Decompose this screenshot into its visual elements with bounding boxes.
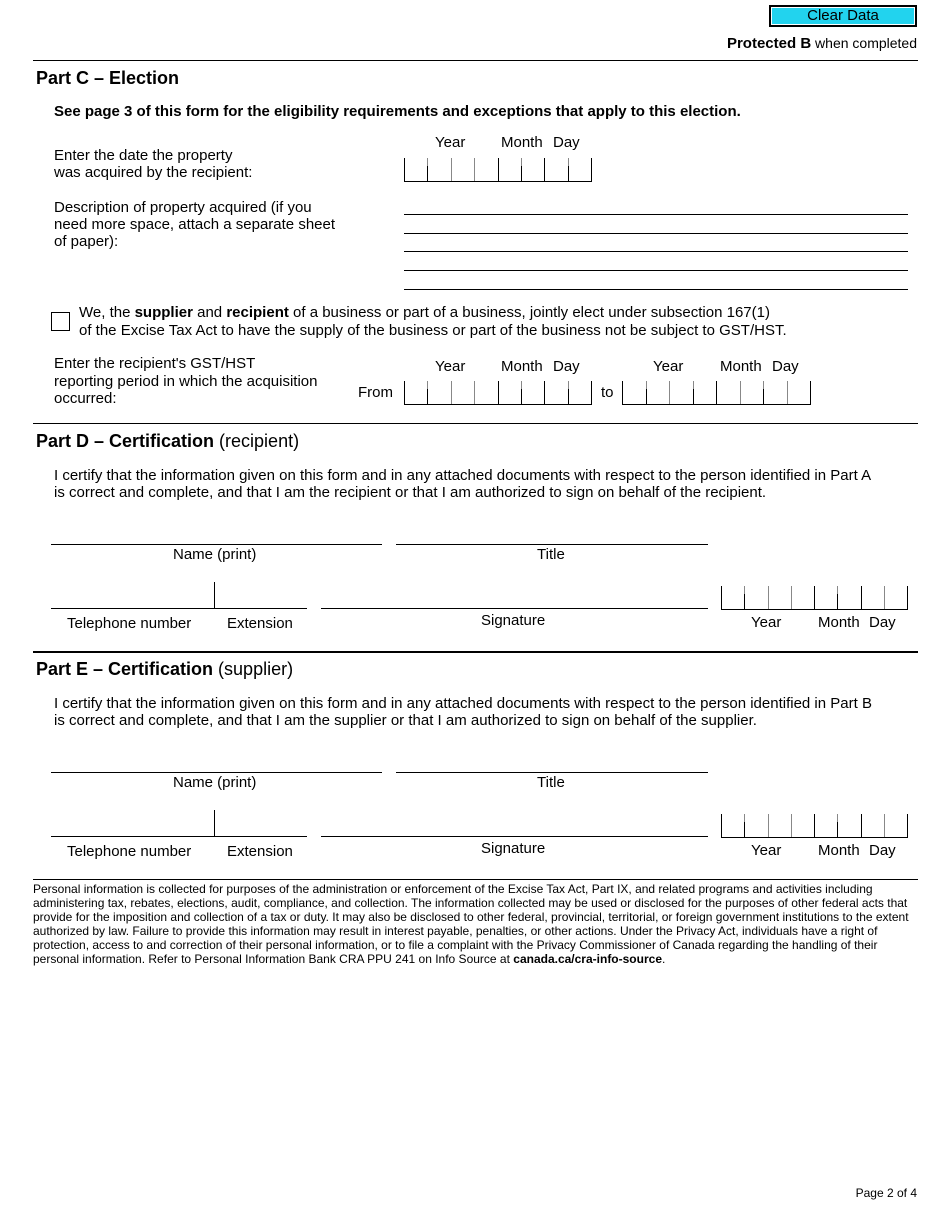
recipient-title-input[interactable] [396, 544, 708, 545]
period-label-2: reporting period in which the acquisition [54, 373, 318, 390]
supplier-name-input[interactable] [51, 772, 382, 773]
recipient-signature-input[interactable] [321, 608, 708, 609]
election-text-line-2: of the Excise Tax Act to have the supply of the business or part of the business not be subject to GST/HST. [79, 322, 787, 339]
election-text-line-1: We, the supplier and recipient of a business or part of a business, jointly elect under subsection 167(1) [79, 304, 770, 321]
recipient-date-month-label: Month [818, 614, 860, 631]
supplier-date-month-label: Month [818, 842, 860, 859]
part-d-cert-line-2: is correct and complete, and that I am the recipient or that I am authorized to sign on behalf of the recipient. [54, 484, 767, 501]
period-label-1: Enter the recipient's GST/HST [54, 355, 256, 372]
protected-suffix: when completed [811, 35, 917, 51]
supplier-signature-input[interactable] [321, 836, 708, 837]
part-d-title: Part D – Certification (recipient) [36, 431, 300, 451]
supplier-extension-label: Extension [227, 843, 293, 860]
period-label-3: occurred: [54, 390, 117, 407]
supplier-name-label: Name (print) [173, 774, 257, 791]
part-c-title: Part C – Election [36, 68, 180, 88]
from-label: From [358, 384, 393, 401]
part-c-intro: See page 3 of this form for the eligibility requirements and exceptions that apply to this election. [54, 103, 741, 120]
date-month-label: Month [501, 134, 543, 151]
acquired-date-label-2: was acquired by the recipient: [54, 164, 253, 181]
description-line-2[interactable] [404, 233, 908, 234]
recipient-signature-label: Signature [481, 612, 546, 629]
supplier-signature-date-input[interactable] [721, 814, 908, 838]
divider [33, 651, 918, 653]
page-number: Page 2 of 4 [855, 1186, 917, 1200]
part-e-cert-line-2: is correct and complete, and that I am the supplier or that I am authorized to sign on behalf of the supplier. [54, 712, 757, 729]
part-e-title: Part E – Certification (supplier) [36, 659, 294, 679]
part-e-cert-line-1: I certify that the information given on this form and in any attached documents with respect to the person identified in Part B [54, 695, 872, 712]
from-month-label: Month [501, 358, 543, 375]
description-label-2: need more space, attach a separate sheet [54, 216, 336, 233]
divider [33, 423, 918, 424]
from-day-label: Day [553, 358, 580, 375]
recipient-extension-label: Extension [227, 615, 293, 632]
clear-data-button[interactable]: Clear Data [769, 5, 917, 27]
to-month-label: Month [720, 358, 762, 375]
supplier-date-day-label: Day [869, 842, 896, 859]
divider [33, 60, 918, 61]
acquired-date-input[interactable] [404, 158, 592, 182]
recipient-name-label: Name (print) [173, 546, 257, 563]
supplier-telephone-input[interactable] [51, 836, 307, 837]
protected-notice [727, 35, 917, 52]
recipient-name-input[interactable] [51, 544, 382, 545]
recipient-telephone-label: Telephone number [67, 615, 192, 632]
acquired-date-label-1: Enter the date the property [54, 147, 233, 164]
part-d-cert-line-1: I certify that the information given on this form and in any attached documents with respect to the person identified in Part A [54, 467, 872, 484]
description-line-1[interactable] [404, 214, 908, 215]
date-year-label: Year [435, 134, 466, 151]
from-year-label: Year [435, 358, 466, 375]
supplier-signature-label: Signature [481, 840, 546, 857]
supplier-title-input[interactable] [396, 772, 708, 773]
to-year-label: Year [653, 358, 684, 375]
description-label-1: Description of property acquired (if you [54, 199, 312, 216]
info-source-link: canada.ca/cra-info-source [513, 952, 662, 966]
description-line-5[interactable] [404, 289, 908, 290]
election-checkbox[interactable] [51, 312, 70, 331]
period-to-date-input[interactable] [622, 381, 811, 405]
recipient-telephone-input[interactable] [51, 608, 307, 609]
recipient-signature-date-input[interactable] [721, 586, 908, 610]
period-from-date-input[interactable] [404, 381, 592, 405]
recipient-title-label: Title [537, 546, 565, 563]
supplier-date-year-label: Year [751, 842, 782, 859]
to-day-label: Day [772, 358, 799, 375]
description-line-3[interactable] [404, 251, 908, 252]
recipient-date-day-label: Day [869, 614, 896, 631]
supplier-title-label: Title [537, 774, 565, 791]
protected-level: Protected B [726, 35, 812, 52]
privacy-statement: Personal information is collected for purposes of the administration or enforcement of the Excise Tax Act, Part IX, and related programs and activities including administering tax, rebates, elections, audit, compliance, and collection. The information collected may be used or disclosed for the purposes of other federal acts that provide for the imposition and collection of a tax or duty. It may also be disclosed to other federal, provincial, territorial, or foreign government institutions to the extent authorized by law. Failure to provide this information may result in interest payable, penalties, or other actions. Under the Privacy Act, individuals have a right of protection, access to and correction of their personal information, or to file a complaint with the Privacy Commissioner of Canada regarding the handling of their personal information. Refer to Personal Information Bank CRA PPU 241 on Info Source at canada.ca/cra-info-source. [33, 882, 909, 966]
date-day-label: Day [553, 134, 580, 151]
recipient-date-year-label: Year [751, 614, 782, 631]
phone-extension-divider [214, 582, 215, 608]
description-label-3: of paper): [54, 233, 119, 250]
to-label: to [601, 384, 614, 401]
phone-extension-divider [214, 810, 215, 836]
supplier-telephone-label: Telephone number [67, 843, 192, 860]
description-line-4[interactable] [404, 270, 908, 271]
divider [33, 879, 918, 880]
